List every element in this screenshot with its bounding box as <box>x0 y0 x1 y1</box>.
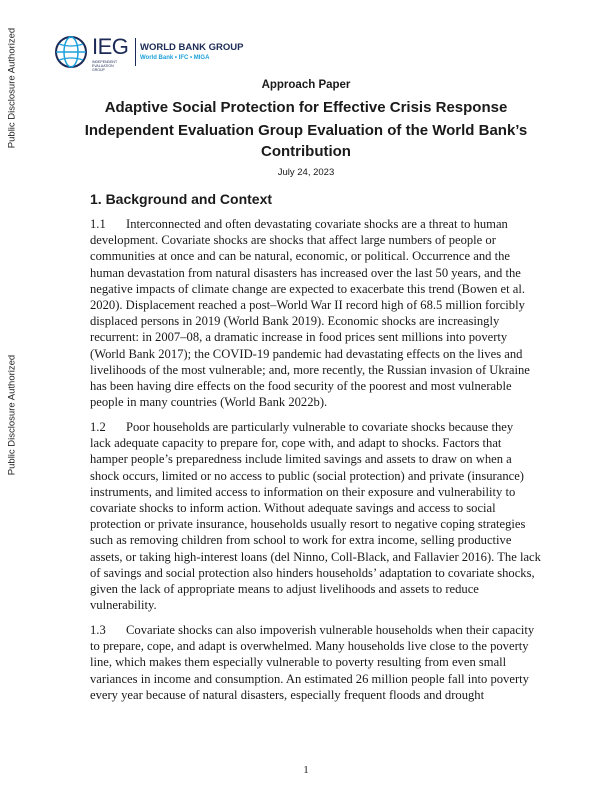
paragraph-number: 1.2 <box>90 420 106 434</box>
line-text: negative impacts of climate change are expected to exacerbate this trend (Bowen et al. <box>90 281 525 296</box>
section-heading: 1. Background and Context <box>90 191 273 207</box>
paragraph-line <box>90 484 541 500</box>
paragraph-line <box>90 654 534 670</box>
line-text: assets, or taking high-interest loans (del Ninno, Coll-Black, and Fallavier 2016). The lack <box>90 549 541 564</box>
paragraph-line <box>90 451 541 467</box>
title-line: Contribution <box>261 143 351 160</box>
paragraph-line <box>90 362 530 378</box>
ieg-wordmark: IEG <box>92 34 129 59</box>
line-text: vulnerability. <box>90 598 157 613</box>
line-text: instruments, and limited access to information on their exposure and vulnerability to <box>90 484 516 499</box>
paragraph-line <box>90 500 541 516</box>
title-line: Adaptive Social Protection for Effective Crisis Response <box>104 99 508 116</box>
paragraph <box>90 622 534 703</box>
paragraph-line <box>90 216 530 232</box>
paragraph-line <box>90 565 541 581</box>
paragraph-line <box>90 638 534 654</box>
line-text: people in many countries (World Bank 2022b). <box>90 395 328 410</box>
wbg-wordmark: WORLD BANK GROUP <box>140 42 244 53</box>
paragraph-line <box>90 378 530 394</box>
paragraph-line <box>90 516 541 532</box>
line-text: displaced persons in 2019 (World Bank 2019). Economic shocks are increasingly <box>90 314 500 329</box>
paragraph-line <box>90 313 530 329</box>
line-text: development. Covariate shocks are shocks that affect large numbers of people or <box>90 233 496 248</box>
paragraph-number: 1.1 <box>90 217 106 231</box>
paragraph-line <box>90 346 530 362</box>
line-text: every year because of natural disasters, especially frequent floods and drought <box>90 687 485 702</box>
title-line: Independent Evaluation Group Evaluation of the World Bank’s <box>84 122 528 139</box>
paragraph-number: 1.3 <box>90 623 106 637</box>
paragraph-line <box>90 329 530 345</box>
line-text: lack adequate capacity to prepare for, cope with, and adapt to shocks. Factors that <box>90 436 502 451</box>
ieg-subtitle: INDEPENDENT EVALUATION GROUP <box>92 60 118 72</box>
line-text: 2020). Displacement reached a post–World War II record high of 68.5 million forcibly <box>90 297 525 312</box>
line-text: such as removing children from school to work for extra income, selling productive <box>90 533 512 548</box>
line-text: Poor households are particularly vulnerable to covariate shocks because they <box>126 420 514 434</box>
paragraph-line <box>90 419 541 435</box>
line-text: given the lack of appropriate means to adjust livelihoods and assets to reduce <box>90 581 479 596</box>
wbg-members: World Bank • IFC • MIGA <box>140 55 210 61</box>
paragraph-line <box>90 532 541 548</box>
paragraph <box>90 216 530 410</box>
globe-icon <box>54 35 88 69</box>
page-number: 1 <box>303 764 309 776</box>
paragraph-line <box>90 297 530 313</box>
paragraph-line <box>90 468 541 484</box>
line-text: Interconnected and often devastating covariate shocks are a threat to human <box>126 217 508 231</box>
paragraph-line <box>90 265 530 281</box>
line-text: covariate shocks to inform action. Without adequate savings and access to social <box>90 500 496 515</box>
paragraph-line <box>90 281 530 297</box>
paragraph-line <box>90 549 541 565</box>
paragraph-line <box>90 435 541 451</box>
paragraph-line <box>90 671 534 687</box>
line-text: Covariate shocks can also impoverish vulnerable households when their capacity <box>126 623 535 637</box>
paragraph-line <box>90 232 530 248</box>
line-text: livelihoods of the most vulnerable; and, more recently, the Russian invasion of Ukraine <box>90 362 530 377</box>
paragraph-line <box>90 687 534 703</box>
document-type: Approach Paper <box>261 79 351 91</box>
paragraph <box>90 419 541 613</box>
line-text: has been having dire effects on the food security of the poorest and most vulnerable <box>90 378 512 393</box>
line-text: of savings and social protection also hinders households’ adaptation to covariate shocks, <box>90 565 535 580</box>
line-text: hamper people’s preparedness include limited savings and assets to draw on when a <box>90 452 512 467</box>
paragraph-line <box>90 581 541 597</box>
line-text: recurrent: in 2007–08, a dramatic increase in food prices sent millions into poverty <box>90 330 508 345</box>
line-text: line, which makes them especially vulnerable to poverty resulting from even small <box>90 655 507 670</box>
line-text: shock occurs, limited or no access to public (social protection) and private (insurance) <box>90 468 524 483</box>
paragraph-line <box>90 248 530 264</box>
paragraph-line <box>90 394 530 410</box>
disclosure-label: Public Disclosure Authorized <box>6 27 18 149</box>
line-text: human devastation from natural disasters has increased over the last 50 years, and the <box>90 265 521 280</box>
line-text: variances in income and consumption. An estimated 26 million people fall into poverty <box>90 671 529 686</box>
paragraph-line <box>90 597 541 613</box>
line-text: communities at once and can be natural, economic, or political. Occurrence and the <box>90 249 510 264</box>
ieg-wbg-logo <box>54 34 244 72</box>
paragraph-line <box>90 622 534 638</box>
line-text: (World Bank 2017); the COVID-19 pandemic had devastating effects on the lives and <box>90 346 523 361</box>
line-text: protection or private insurance, households usually resort to negative coping strategies <box>90 517 526 532</box>
line-text: to prepare, cope, and adapt is overwhelmed. Many households live close to the poverty <box>90 639 529 654</box>
document-date: July 24, 2023 <box>277 167 335 178</box>
disclosure-label: Public Disclosure Authorized <box>6 354 18 476</box>
logo-divider <box>135 38 136 66</box>
